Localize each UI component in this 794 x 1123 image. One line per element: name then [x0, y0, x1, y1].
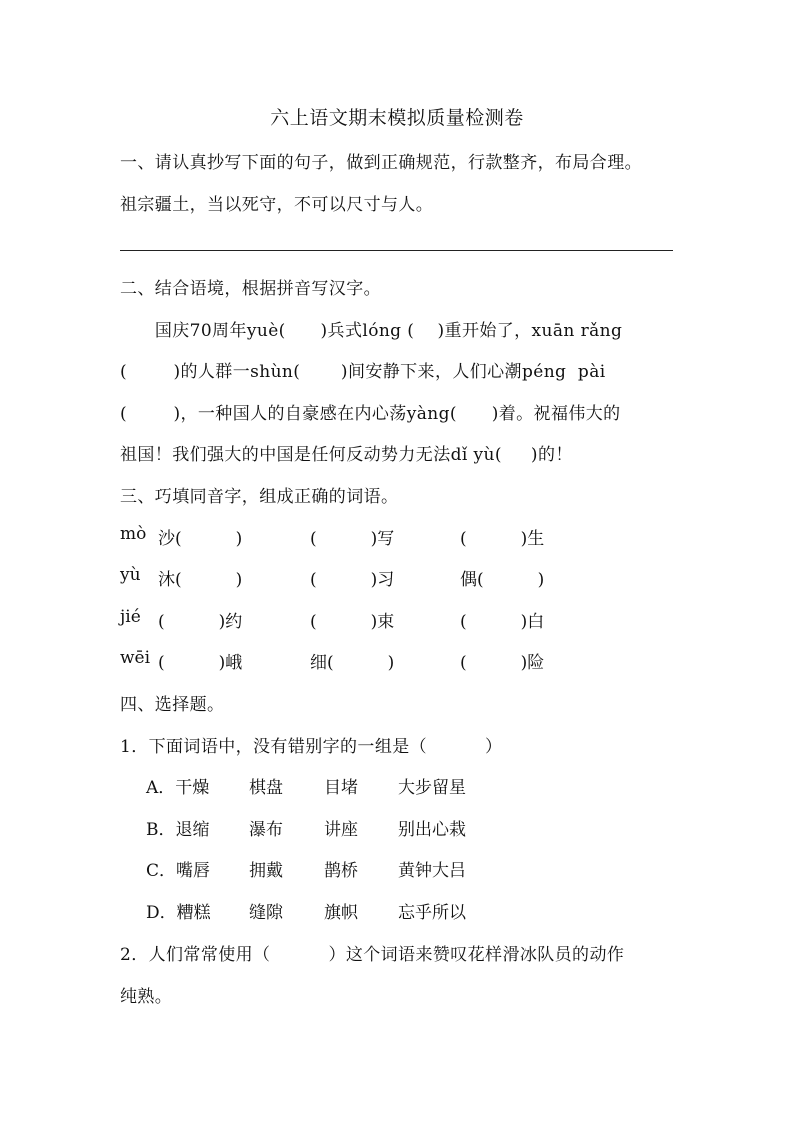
- blank-item: ( )束: [310, 612, 395, 632]
- q1-sentence: 祖宗疆土，当以死守，不可以尺寸与人。: [120, 195, 434, 215]
- blank-item: 偶( ): [460, 570, 545, 590]
- blank-item: ( )险: [460, 653, 545, 673]
- blank-item: ( )白: [460, 612, 545, 632]
- q2-line-2: ( )的人群一shùn( )间安静下来，人们心潮péng pài: [120, 362, 606, 382]
- blank-item: 细( ): [310, 653, 395, 673]
- q2-line-3: ( )，一种国人的自豪感在内心荡yàng( )着。祝福伟大的: [120, 404, 621, 424]
- blank-item: ( )峨: [158, 653, 243, 673]
- option-label: B．退缩: [146, 820, 210, 840]
- blank-item: ( )约: [158, 612, 243, 632]
- blank-item: 沙( ): [158, 529, 243, 549]
- q4-1-stem: 1．下面词语中，没有错别字的一组是（ ）: [120, 737, 503, 757]
- option-word: 黄钟大吕: [398, 861, 466, 881]
- q4-2-stem: 2．人们常常使用（ ）这个词语来赞叹花样滑冰队员的动作: [120, 945, 625, 965]
- q4-heading: 四、选择题。: [120, 695, 225, 715]
- option-word: 拥戴: [249, 861, 283, 881]
- q4-2-stem-cont: 纯熟。: [120, 987, 173, 1007]
- option-word: 旗帜: [324, 903, 358, 923]
- option-word: 别出心栽: [398, 820, 466, 840]
- q2-line-4: 祖国！我们强大的中国是任何反动势力无法dǐ yù( )的！: [120, 445, 573, 465]
- pinyin-label: mò: [120, 524, 147, 544]
- q2-heading: 二、结合语境，根据拼音写汉字。: [120, 279, 381, 299]
- pinyin-label: wēi: [120, 648, 151, 668]
- option-word: 瀑布: [249, 820, 283, 840]
- option-label: D．糟糕: [146, 903, 211, 923]
- pinyin-label: yù: [120, 565, 141, 585]
- option-word: 缝隙: [249, 903, 283, 923]
- option-word: 棋盘: [249, 778, 283, 798]
- pinyin-label: jié: [120, 607, 141, 627]
- option-word: 忘乎所以: [398, 903, 466, 923]
- q3-heading: 三、巧填同音字，组成正确的词语。: [120, 487, 399, 507]
- blank-item: ( )写: [310, 529, 395, 549]
- q1-heading: 一、请认真抄写下面的句子，做到正确规范，行款整齐，布局合理。: [120, 153, 642, 173]
- option-word: 鹊桥: [324, 861, 358, 881]
- blank-item: ( )习: [310, 570, 395, 590]
- option-label: A．干燥: [146, 778, 210, 798]
- copy-answer-line: [120, 250, 673, 251]
- option-word: 大步留星: [398, 778, 466, 798]
- option-label: C．嘴唇: [146, 861, 211, 881]
- q2-line-1: 国庆70周年yuè( )兵式lóng ( )重开始了，xuān rǎng: [120, 321, 623, 341]
- blank-item: 沐( ): [158, 570, 243, 590]
- page-title: 六上语文期末模拟质量检测卷: [270, 107, 524, 129]
- option-word: 讲座: [324, 820, 358, 840]
- blank-item: ( )生: [460, 529, 545, 549]
- option-word: 目堵: [324, 778, 358, 798]
